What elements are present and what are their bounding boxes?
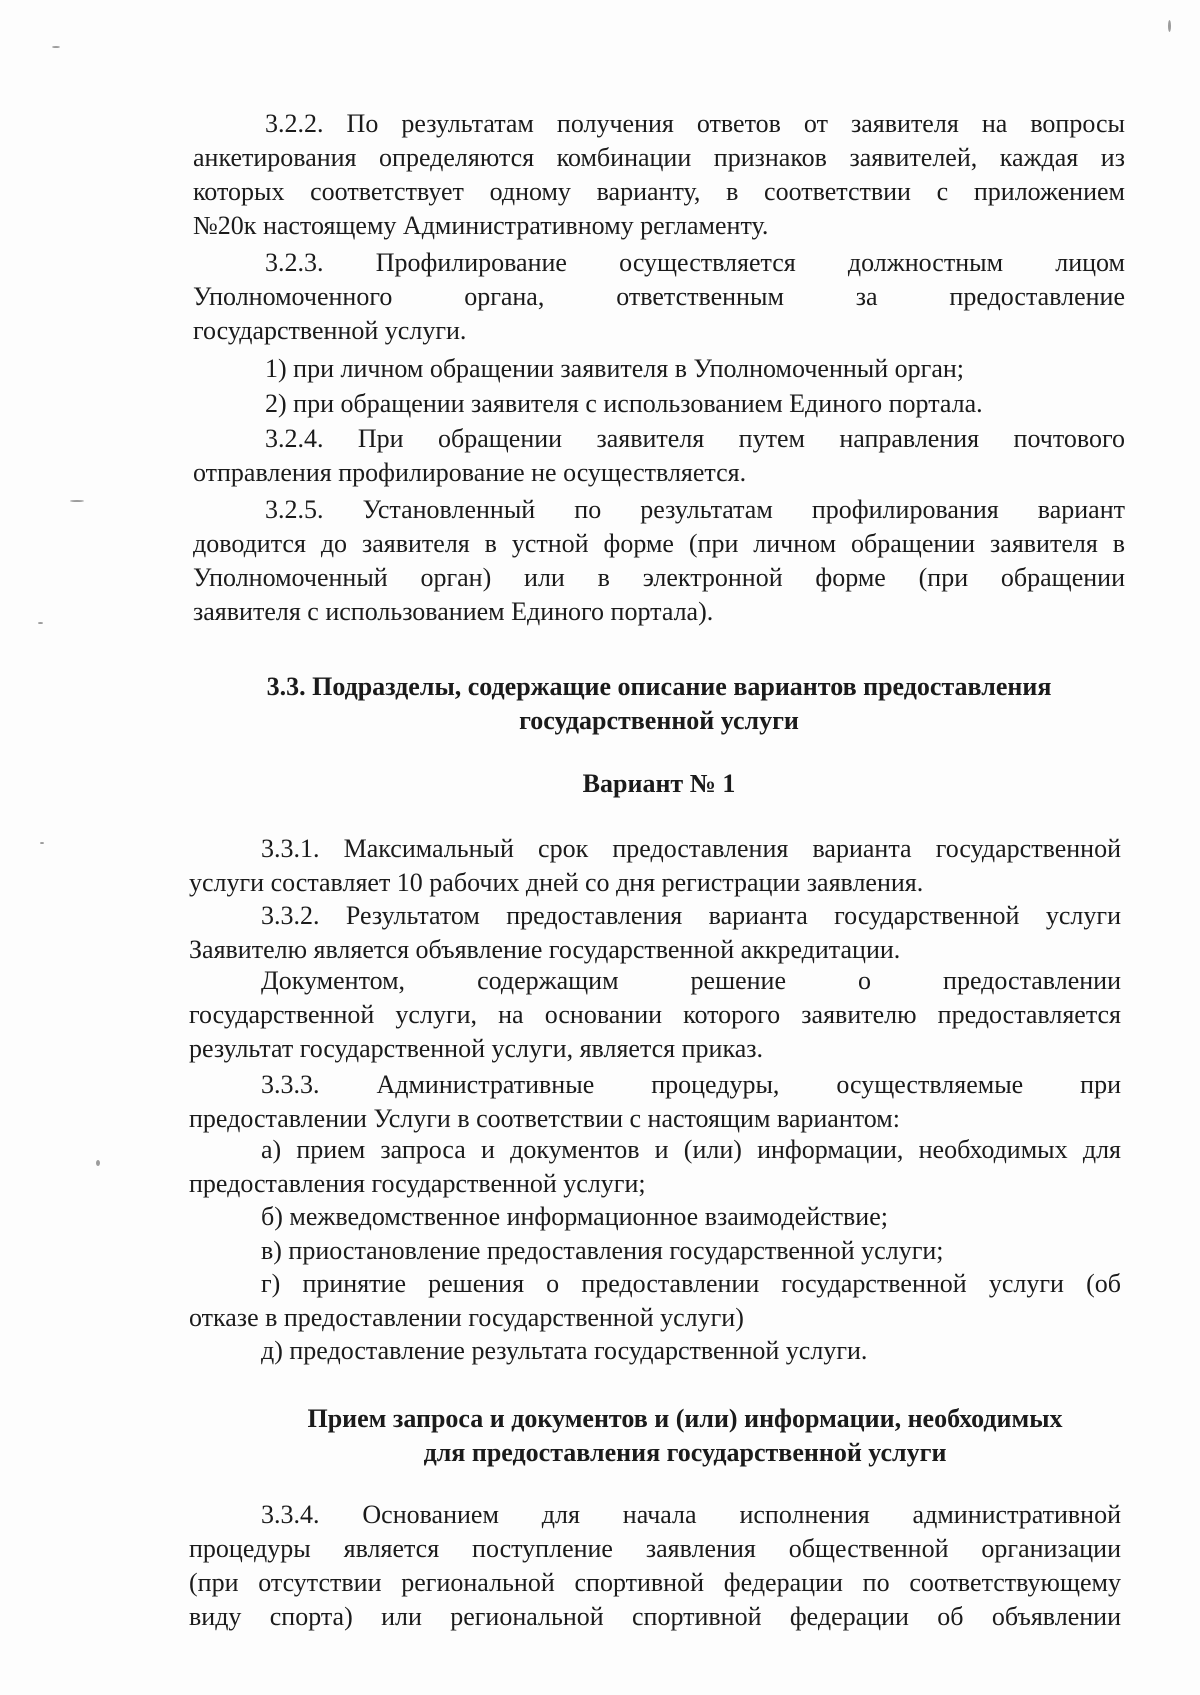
text-line: которых соответствует одному варианту, в соответствии с приложением xyxy=(193,177,1125,206)
text-line: государственной услуги, на основании которого заявителю предоставляется xyxy=(189,1000,1121,1029)
paragraph-3-3-4 xyxy=(189,1498,1121,1634)
text-line: заявителя с использованием Единого портала). xyxy=(193,597,714,626)
text-line: 3.3.1. Максимальный срок предоставления варианта государственной xyxy=(261,834,1121,863)
text-line: виду спорта) или региональной спортивной федерации об объявлении xyxy=(189,1602,1121,1631)
paragraph-3-2-5 xyxy=(193,493,1125,629)
variant-heading: Вариант № 1 xyxy=(582,769,736,798)
text-line: Документом, содержащим решение о предоставлении xyxy=(261,966,1121,995)
text-line: г) принятие решения о предоставлении государственной услуги (об xyxy=(261,1269,1121,1298)
scan-speck xyxy=(96,1160,100,1166)
list-item: 2) при обращении заявителя с использованием Единого портала. xyxy=(265,389,983,418)
list-item-d: д) предоставление результата государственной услуги. xyxy=(261,1336,868,1365)
text-line: предоставлении Услуги в соответствии с настоящим вариантом: xyxy=(189,1104,900,1133)
text-line: отказе в предоставлении государственной услуги) xyxy=(189,1303,744,1332)
text-line: 3.3.4. Основанием для начала исполнения административной xyxy=(261,1500,1121,1529)
text-line: 3.2.5. Установленный по результатам профилирования вариант xyxy=(265,495,1125,524)
heading-line: для предоставления государственной услуги xyxy=(423,1438,947,1467)
text-line: Заявителю является объявление государственной аккредитации. xyxy=(189,935,901,964)
text-line: 3.2.3. Профилирование осуществляется должностным лицом xyxy=(265,248,1125,277)
scan-speck xyxy=(1168,20,1171,32)
scan-speck xyxy=(40,842,44,844)
paragraph-3-3-3 xyxy=(189,1068,1121,1136)
scan-speck xyxy=(38,622,43,624)
text-line: государственной услуги. xyxy=(193,316,467,345)
text-line: отправления профилирование не осуществляется. xyxy=(193,458,747,487)
text-line: Уполномоченного органа, ответственным за предоставление xyxy=(193,282,1125,311)
paragraph-3-3-1 xyxy=(189,832,1121,900)
list-item-v: в) приостановление предоставления государственной услуги; xyxy=(261,1236,944,1265)
paragraph-3-2-2 xyxy=(193,107,1125,243)
text-line: 3.2.4. При обращении заявителя путем направления почтового xyxy=(265,424,1125,453)
text-line: анкетирования определяются комбинации признаков заявителей, каждая из xyxy=(193,143,1125,172)
text-line: 3.3.3. Административные процедуры, осуществляемые при xyxy=(261,1070,1121,1099)
text-line: результат государственной услуги, является приказ. xyxy=(189,1034,764,1063)
list-item-g xyxy=(189,1267,1121,1335)
text-line: процедуры является поступление заявления общественной организации xyxy=(189,1534,1121,1563)
heading-line: Прием запроса и документов и (или) информации, необходимых xyxy=(307,1404,1063,1433)
heading-line: государственной услуги xyxy=(519,706,799,735)
text-line: №20к настоящему Административному регламенту. xyxy=(193,211,769,240)
text-line: 3.2.2. По результатам получения ответов от заявителя на вопросы xyxy=(265,109,1125,138)
text-line: услуги составляет 10 рабочих дней со дня регистрации заявления. xyxy=(189,868,924,897)
paragraph-3-2-3 xyxy=(193,246,1125,348)
text-line: доводится до заявителя в устной форме (при личном обращении заявителя в xyxy=(193,529,1125,558)
text-line: предоставления государственной услуги; xyxy=(189,1169,646,1198)
list-item-a xyxy=(189,1133,1121,1201)
text-line: 3.3.2. Результатом предоставления варианта государственной услуги xyxy=(261,901,1121,930)
list-item: 1) при личном обращении заявителя в Уполномоченный орган; xyxy=(265,354,965,383)
text-line: а) прием запроса и документов и (или) информации, необходимых для xyxy=(261,1135,1121,1164)
scan-speck xyxy=(52,46,60,48)
heading-line: 3.3. Подразделы, содержащие описание вариантов предоставления xyxy=(266,672,1052,701)
section-heading-priem xyxy=(189,1402,1121,1470)
section-heading-3-3 xyxy=(193,670,1125,738)
text-line: (при отсутствии региональной спортивной федерации по соответствующему xyxy=(189,1568,1121,1597)
paragraph-document xyxy=(189,964,1121,1066)
paragraph-3-3-2 xyxy=(189,899,1121,967)
list-item-b: б) межведомственное информационное взаимодействие; xyxy=(261,1202,888,1231)
scan-speck xyxy=(70,500,84,502)
paragraph-3-2-4 xyxy=(193,422,1125,490)
text-line: Уполномоченный орган) или в электронной форме (при обращении xyxy=(193,563,1125,592)
